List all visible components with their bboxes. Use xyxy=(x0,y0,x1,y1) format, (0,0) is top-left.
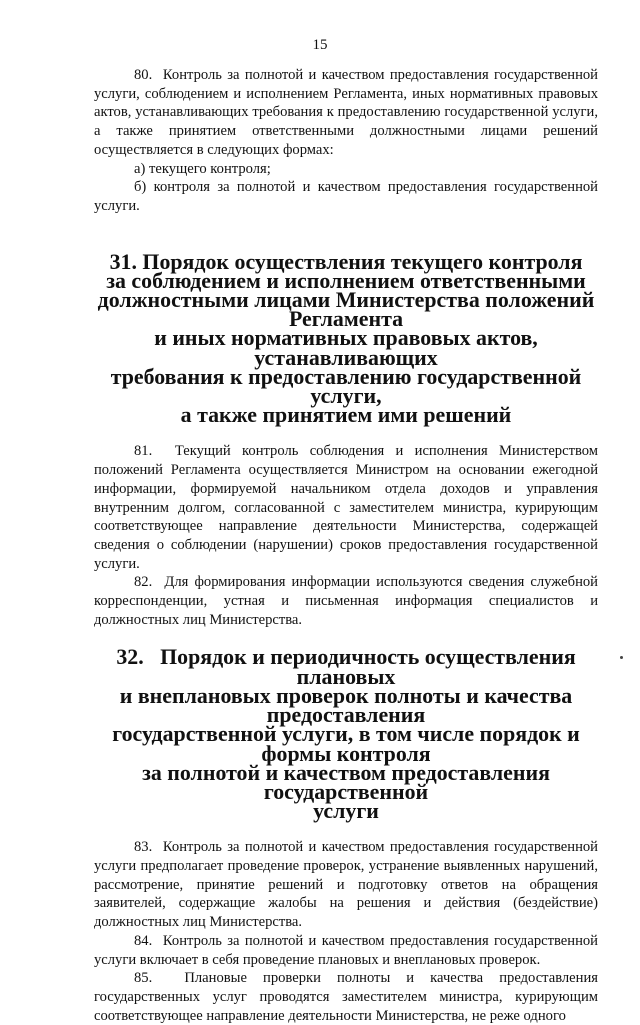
spacer xyxy=(94,820,598,838)
paragraph-80-item-a: а) текущего контроля; xyxy=(134,160,271,177)
heading-line: и иных нормативных правовых актов, устанавливающих xyxy=(154,325,538,370)
paragraph-85: 85. Плановые проверки полноты и качества предоставления государственных услуг проводятся заместителем министра, курирующим соответствующее направление деятельности Министерства, не реже одного xyxy=(94,970,598,1024)
heading-line: 31. Порядок осуществления текущего контроля xyxy=(109,248,583,274)
page-number: 15 xyxy=(312,37,328,53)
paragraph-80: 80. Контроль за полнотой и качеством предоставления государственной услуги, соблюдением и исполнением Регламента, иных нормативных правовых актов, устанавливающих требования к предоставлению государственной услуги, а также принятием ответственными должностными лицами решений осуществляется в следующих формах: xyxy=(94,67,598,158)
heading-line: должностными лицами Министерства положений Регламента xyxy=(97,287,595,332)
paragraph-82: 82. Для формирования информации используются сведения служебной корреспонденции, устная и письменная информация специалистов и должностных лиц Министерства. xyxy=(94,574,598,628)
heading-line: государственной услуги, в том числе порядок и формы контроля xyxy=(112,721,580,766)
heading-line: 32. Порядок и периодичность осуществления плановых xyxy=(116,644,576,689)
heading-line: и внеплановых проверок полноты и качества предоставления xyxy=(119,682,573,728)
spacer xyxy=(94,424,598,442)
heading-line: за полнотой и качеством предоставления государственной xyxy=(142,759,550,804)
scan-speck xyxy=(620,656,623,659)
heading-line: услуги xyxy=(313,798,379,824)
section-31-heading xyxy=(94,248,598,428)
heading-line: требования к предоставлению государственной услуги, xyxy=(110,363,582,409)
section-32-heading xyxy=(94,644,598,824)
paragraph-81: 81. Текущий контроль соблюдения и исполнения Министерством положений Регламента осуществляется Министром на основании ежегодной информации, формируемой начальником отдела доходов и управления внутренним долгом, согласованной с заместителем министра, курирующим соответствующее направление деятельности Министерства, содержащей сведения о соблюдении (нарушении) сроков предоставления государственной услуги. xyxy=(94,443,598,572)
heading-line: а также принятием ими решений xyxy=(180,402,512,428)
spacer xyxy=(94,216,598,252)
page-content xyxy=(94,66,598,1025)
paragraph-84: 84. Контроль за полнотой и качеством предоставления государственной услуги включает в себя проведение плановых и внеплановых проверок. xyxy=(94,932,598,968)
heading-line: за соблюдением и исполнением ответственными xyxy=(106,267,586,293)
paragraph-80-item-b: б) контроля за полнотой и качеством предоставления государственной услуги. xyxy=(94,179,598,214)
paragraph-83: 83. Контроль за полнотой и качеством предоставления государственной услуги предполагает проведение проверок, устранение выявленных нарушений, рассмотрение, принятие решений и подготовку ответов на обращения заявителей, содержащие жалобы на решения и действия (бездействие) должностных лиц Министерства. xyxy=(94,839,598,931)
